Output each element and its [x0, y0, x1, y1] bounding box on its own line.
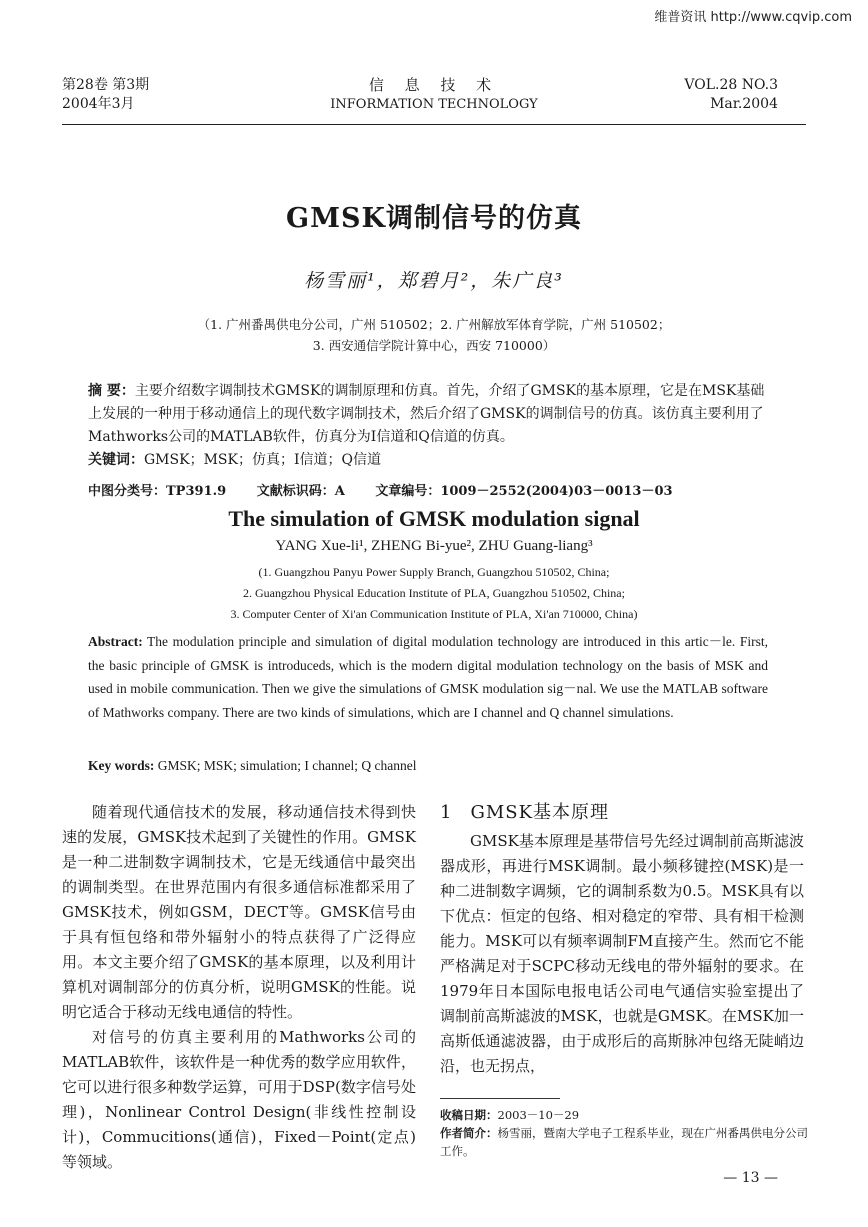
- abstract-en-text: The modulation principle and simulation of digital modulation technology are introduced in this artic－le. First, the basic principle of GMSK is introduceds, which is the modern digital modulation technology on the basis of MSK and used in mobile communication. Then we give the simulations of GMSK modulation sig－nal. We use the MATLAB software of Mathworks company. There are two kinds of simulations, which are I channel and Q channel simulations.: [88, 634, 768, 720]
- document-code: 文献标识码：A: [256, 484, 345, 499]
- header-right: [684, 76, 778, 114]
- section-title: GMSK基本原理: [470, 802, 610, 823]
- authors-en: YANG Xue-li¹, ZHENG Bi-yue², ZHU Guang-liang³: [275, 538, 593, 554]
- watermark: 维普资讯 http://www.cqvip.com: [654, 10, 852, 25]
- affiliation-line: （1. 广州番禺供电分公司，广州 510502；2. 广州解放军体育学院，广州 510502；: [197, 317, 671, 332]
- page-number: — 13 —: [723, 1170, 778, 1186]
- header-rule: [62, 124, 806, 125]
- body-paragraph: 对信号的仿真主要利用的Mathworks公司的MATLAB软件，该软件是一种优秀的数学应用软件，它可以进行很多种数学运算，可用于DSP(数字信号处理)，Nonlinear Control Design(非线性控制设计)，Commucitions(通信)，Fixed－Point(定点)等领域。: [62, 1028, 416, 1171]
- article-number: 文章编号：1009－2552(2004)03－0013－03: [375, 484, 673, 499]
- abstract-cn: [88, 380, 778, 472]
- volume-issue-cn: 第28卷 第3期: [62, 77, 150, 93]
- author-bio: 杨雪丽，暨南大学电子工程系毕业，现在广州番禺供电分公司工作。: [440, 1126, 808, 1158]
- body-paragraph: 随着现代通信技术的发展，移动通信技术得到快速的发展，GMSK技术起到了关键性的作用。GMSK是一种二进制数字调制技术，它是无线通信中最突出的调制类型。在世界范围内有很多通信标准都采用了GMSK技术，例如GSM，DECT等。GMSK信号由于具有恒包络和带外辐射小的特点获得了广泛得应用。本文主要介绍了GMSK的基本原理，以及利用计算机对调制部分的仿真分析，说明GMSK的性能。说明它适合于移动无线电通信的特性。: [62, 803, 416, 1021]
- affiliation-line: 3. 西安通信学院计算中心，西安 710000）: [312, 338, 556, 353]
- authors: 杨雪丽¹，郑碧月²，朱广良³: [304, 270, 564, 292]
- journal-name-cn: 信 息 技 术: [368, 76, 500, 94]
- clc-number: 中图分类号：TP391.9: [88, 484, 227, 499]
- received-label: 收稿日期：: [440, 1108, 498, 1122]
- affiliation-en-line: (1. Guangzhou Panyu Power Supply Branch, Guangzhou 510502, China;: [258, 565, 610, 579]
- footnote: [440, 1106, 810, 1160]
- abstract-cn-text: 主要介绍数字调制技术GMSK的调制原理和仿真。首先，介绍了GMSK的基本原理，它是在MSK基础上发展的一种用于移动通信上的现代数字调制技术，然后介绍了GMSK的调制信号的仿真。该仿真主要利用了Mathworks公司的MATLAB软件，仿真分为I信道和Q信道的仿真。: [88, 383, 765, 445]
- paper-title: GMSK调制信号的仿真: [286, 203, 582, 234]
- keywords-cn-label: 关键词：: [88, 452, 144, 468]
- keywords-en: [88, 758, 768, 774]
- footnote-rule: [440, 1098, 560, 1099]
- body-right-column: [440, 800, 804, 1079]
- journal-name-en: INFORMATION TECHNOLOGY: [330, 97, 538, 112]
- abstract-cn-label: 摘 要：: [88, 383, 135, 399]
- affiliations-en: [0, 562, 868, 625]
- keywords-en-text: GMSK; MSK; simulation; I channel; Q channel: [154, 758, 417, 773]
- date-en: Mar.2004: [710, 96, 778, 112]
- abstract-en-label: Abstract:: [88, 634, 143, 649]
- classification-line: [88, 480, 788, 499]
- section-number: 1: [440, 802, 453, 823]
- affiliation-en-line: 3. Computer Center of Xi'an Communication Institute of PLA, Xi'an 710000, China): [230, 607, 638, 621]
- author-bio-label: 作者简介：: [440, 1126, 498, 1140]
- date-cn: 2004年3月: [62, 96, 135, 112]
- received-date: 2003－10－29: [497, 1108, 580, 1122]
- affiliation-en-line: 2. Guangzhou Physical Education Institute of PLA, Guangzhou 510502, China;: [243, 586, 625, 600]
- keywords-en-label: Key words:: [88, 758, 155, 773]
- section-heading: [440, 800, 804, 825]
- body-paragraph: GMSK基本原理是基带信号先经过调制前高斯滤波器成形，再进行MSK调制。最小频移键控(MSK)是一种二进制数字调频，它的调制系数为0.5。MSK具有以下优点：恒定的包络、相对稳定的窄带、具有相干检测能力。MSK可以有频率调制FM直接产生。然而它不能严格满足对于SCPC移动无线电的带外辐射的要求。在1979年日本国际电报电话公司电气通信实验室提出了调制前高斯滤波的MSK，也就是GMSK。在MSK加一高斯低通滤波器，由于成形后的高斯脉冲包络无陡峭边沿，也无拐点，: [440, 832, 804, 1075]
- keywords-cn-text: GMSK；MSK；仿真；I信道；Q信道: [144, 452, 381, 468]
- paper-title-en: The simulation of GMSK modulation signal: [228, 506, 640, 531]
- body-left-column: [62, 800, 416, 1175]
- volume-issue-en: VOL.28 NO.3: [684, 77, 778, 93]
- abstract-en: [88, 630, 768, 724]
- affiliations: [0, 314, 868, 356]
